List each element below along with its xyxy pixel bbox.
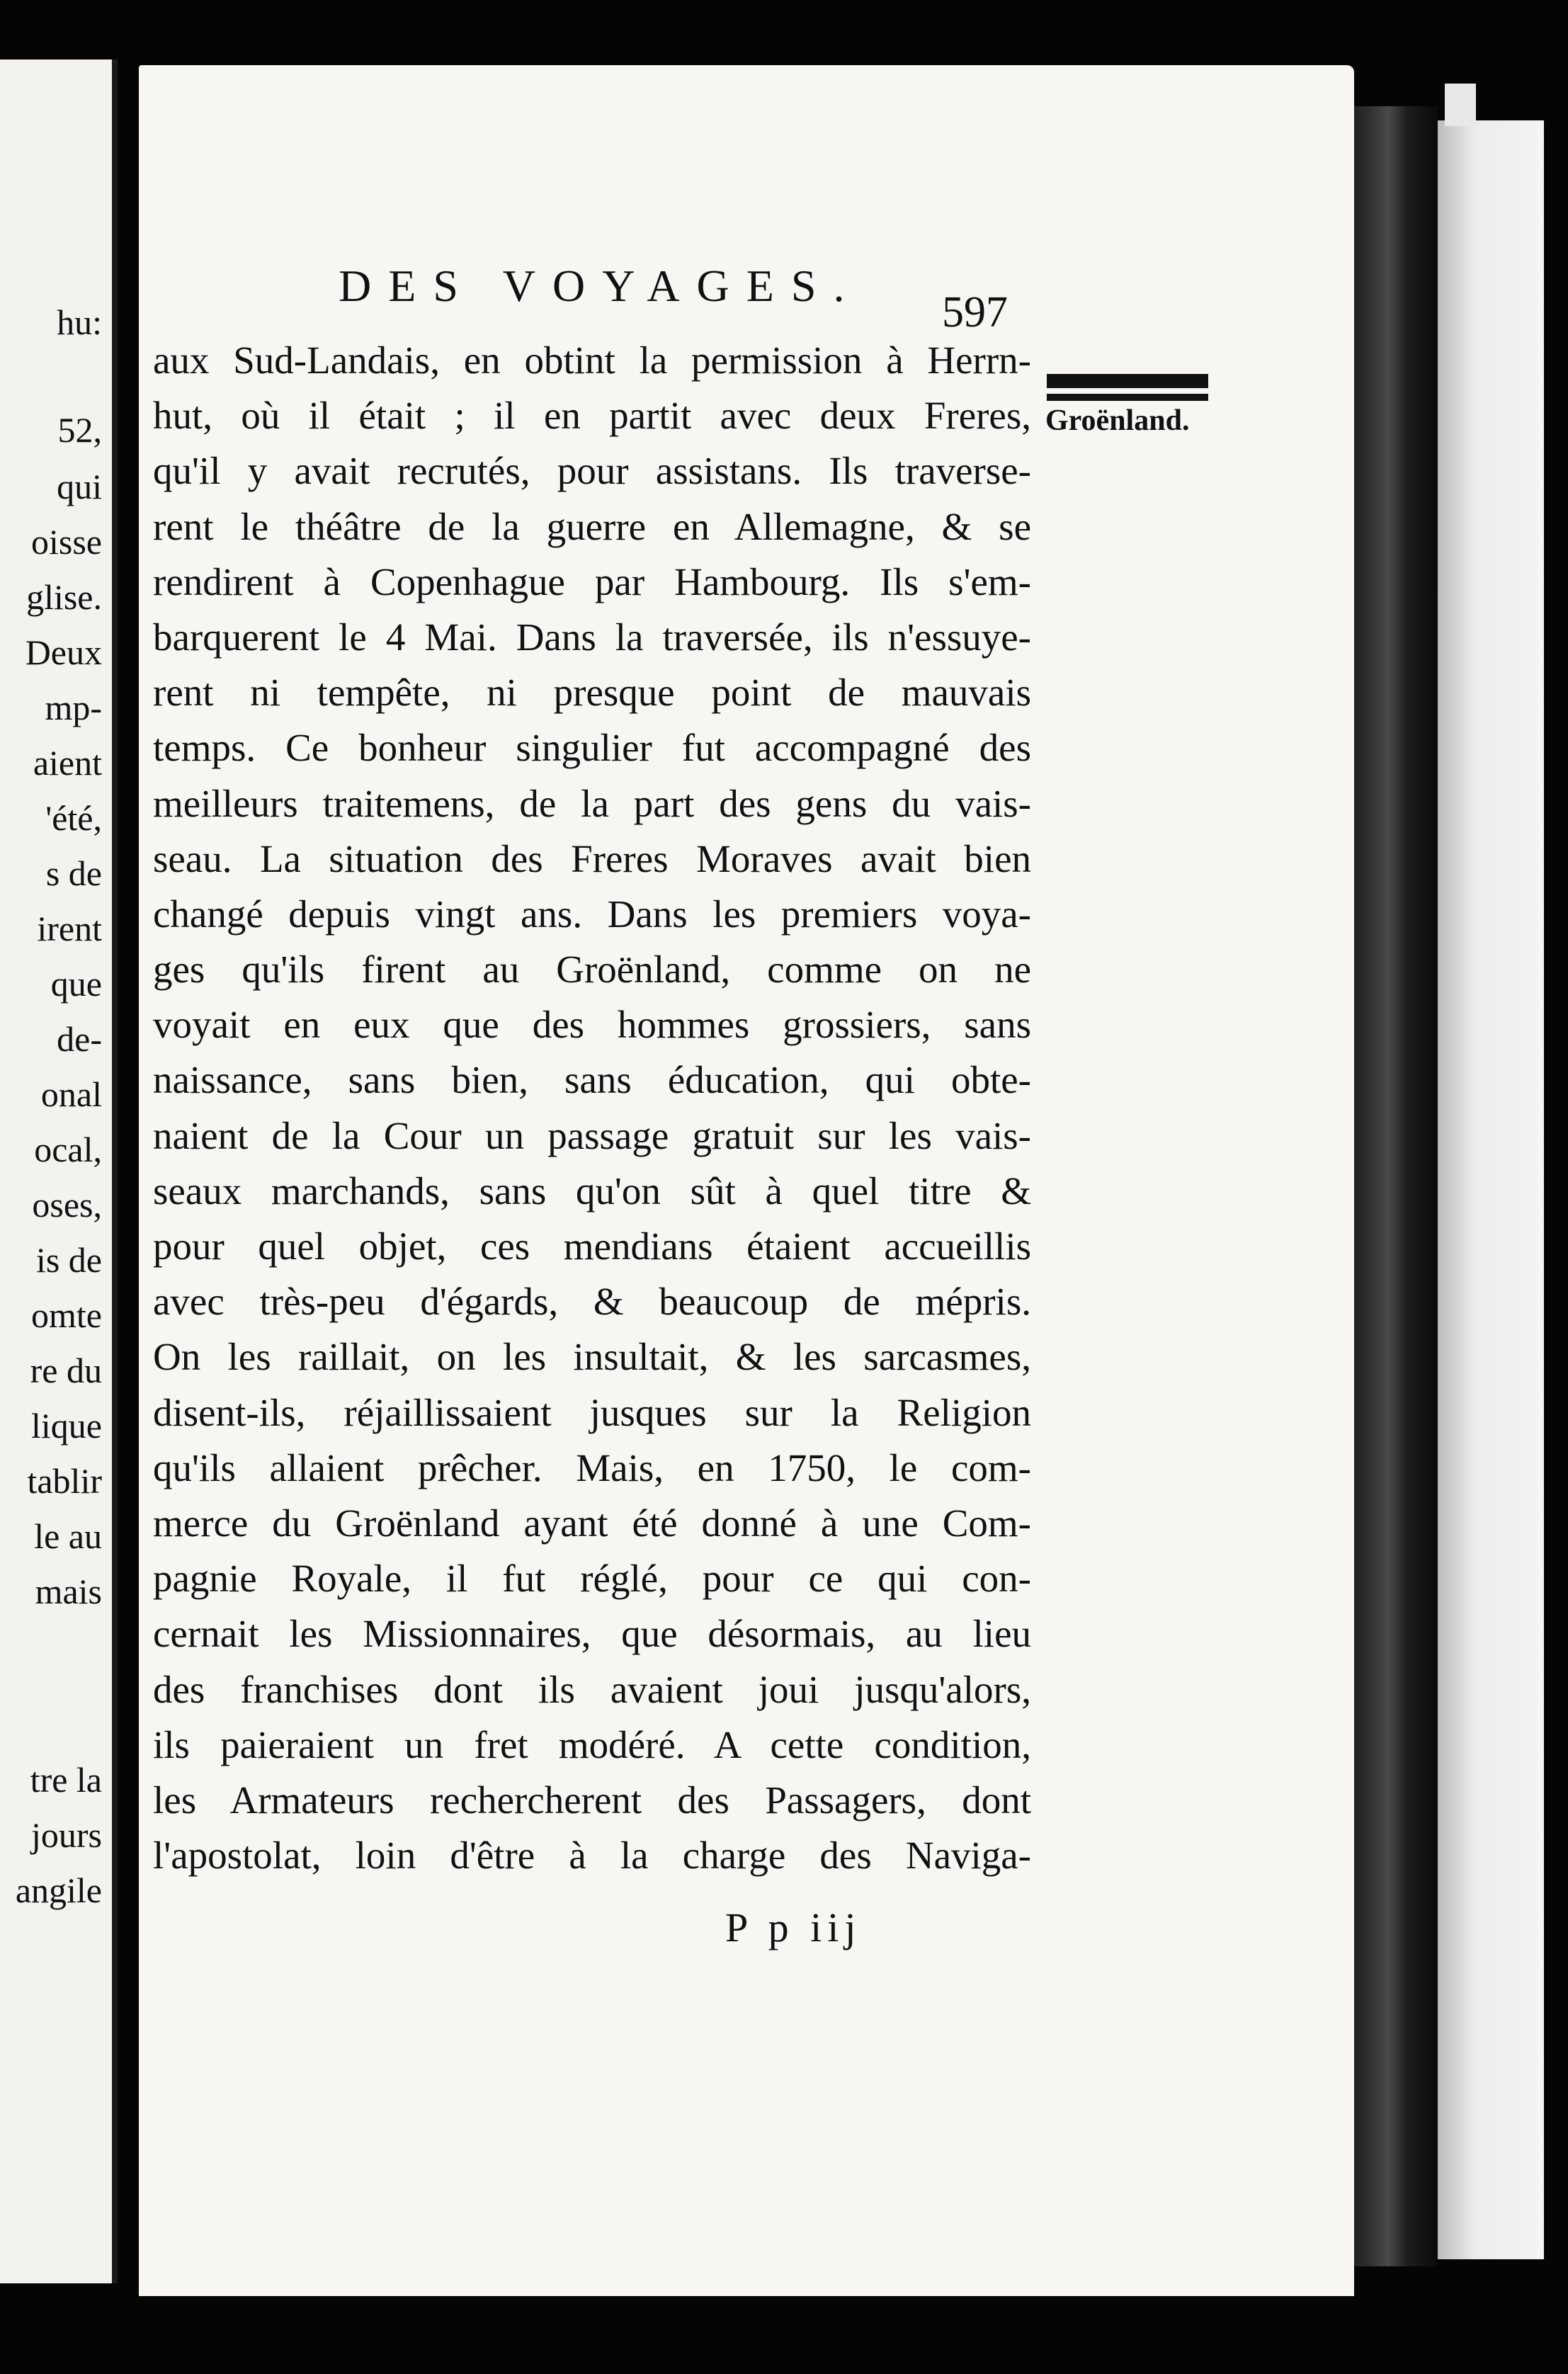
body-line: hut, où il était ; il en partit avec deux Freres, [153,394,1031,438]
left-page-line: mp- [45,688,102,727]
body-line: rendirent à Copenhague par Hambourg. Ils s'em- [153,560,1031,603]
margin-rule [1047,394,1208,401]
left-page-line: oisse [31,522,102,562]
page-number: 597 [942,288,1008,336]
left-page-line: aient [33,743,102,783]
body-line: disent-ils, réjaillissaient jusques sur la Religion [153,1390,1031,1434]
body-text [153,333,1031,1883]
body-line: ges qu'ils firent au Groënland, comme on ne [153,948,1031,992]
margin-note: Groënland. [1045,404,1190,437]
body-line: voyait en eux que des hommes grossiers, sans [153,1003,1031,1047]
left-page-line: le au [34,1516,102,1556]
left-page-line: angile [15,1870,102,1910]
body-line: merce du Groënland ayant été donné à une Com- [153,1501,1031,1545]
page-edge-tab [1445,84,1476,126]
left-page-line: irent [37,909,102,948]
body-line: ils paieraient un fret modéré. A cette condition, [153,1722,1031,1766]
left-page-line: oses, [32,1185,102,1225]
body-line: cernait les Missionnaires, que désormais, au lieu [153,1612,1031,1656]
body-line: naissance, sans bien, sans éducation, qui obte- [153,1058,1031,1102]
left-page-line: jours [31,1815,102,1855]
left-page-line: onal [40,1074,102,1114]
body-line: meilleurs traitemens, de la part des gens du vais- [153,781,1031,825]
signature-mark: P p iij [725,1904,862,1950]
book-page-edges [1438,120,1544,2259]
body-line: qu'il y avait recrutés, pour assistans. Ils traverse- [153,449,1031,493]
body-line: l'apostolat, loin d'être à la charge des Naviga- [153,1834,1031,1878]
left-page-line: s de [45,853,102,893]
body-line: des franchises dont ils avaient joui jusqu'alors, [153,1667,1031,1711]
margin-rule [1047,374,1208,388]
left-facing-page [0,59,118,2283]
body-line: naient de la Cour un passage gratuit sur les vais- [153,1113,1031,1157]
body-line: rent ni tempête, ni presque point de mauvais [153,671,1031,715]
left-page-line: tre la [30,1760,102,1800]
left-page-line: is de [35,1240,102,1280]
left-page-line: tablir [27,1461,102,1501]
body-line: les Armateurs rechercherent des Passagers, dont [153,1778,1031,1822]
body-line: rent le théâtre de la guerre en Allemagne, & se [153,504,1031,548]
left-page-line: 'été, [45,798,102,838]
body-line: aux Sud-Landais, en obtint la permission à Herrn- [153,339,1031,382]
left-page-line: re du [30,1351,102,1390]
body-line: pagnie Royale, il fut réglé, pour ce qui con- [153,1557,1031,1601]
body-line: pour quel objet, ces mendians étaient accueillis [153,1225,1031,1268]
body-line: barquerent le 4 Mai. Dans la traversée, ils n'essuye- [153,615,1031,659]
body-line: qu'ils allaient prêcher. Mais, en 1750, le com- [153,1446,1031,1489]
body-line: On les raillait, on les insultait, & les sarcasmes, [153,1335,1031,1379]
left-page-line: ocal, [34,1130,102,1169]
left-page-line: hu: [57,302,102,342]
left-page-line: que [50,964,102,1004]
left-page-line: qui [57,467,102,506]
running-head: DES VOYAGES. [339,261,862,311]
body-line: seaux marchands, sans qu'on sût à quel titre & [153,1169,1031,1212]
body-line: temps. Ce bonheur singulier fut accompagné des [153,726,1031,770]
body-line: seau. La situation des Freres Moraves avait bien [153,836,1031,880]
left-page-line: omte [31,1295,102,1335]
left-page-line: de- [57,1019,102,1059]
body-line: avec très-peu d'égards, & beaucoup de mépris. [153,1280,1031,1324]
left-page-line: Deux [25,632,102,672]
left-page-line: mais [35,1572,102,1611]
left-page-line: 52, [57,410,102,450]
body-line: changé depuis vingt ans. Dans les premiers voya- [153,892,1031,936]
left-page-line: lique [31,1406,102,1446]
left-page-line: glise. [26,577,102,617]
